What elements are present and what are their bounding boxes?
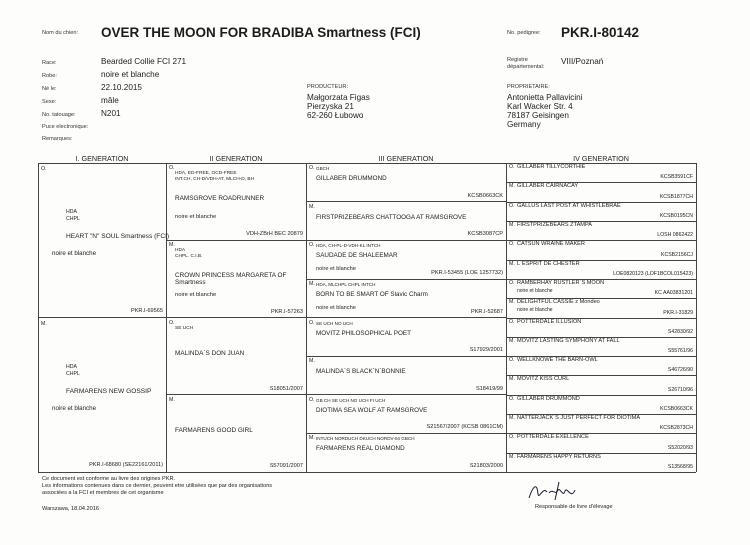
column-header-gen1: I. GENERATION — [75, 154, 129, 163]
gen2-registration: S18051/2007 — [269, 385, 303, 392]
gen1-color: noire et blanche — [52, 250, 97, 257]
race-value: Bearded Collie FCI 271 — [101, 57, 187, 66]
gen4-dog-name: GILLABER TILLYCORTHIE — [517, 164, 586, 170]
gen1-sex-mark: M. — [41, 320, 47, 327]
gen3-sex-mark: O. — [309, 396, 315, 403]
gen1-title: HDA — [66, 209, 77, 215]
gen4-dog-name: MOVITZ KISS CURL — [517, 376, 570, 383]
responsible-label: Responsable de livre d'élevage — [535, 504, 613, 510]
gen4-sex-mark: O. — [509, 279, 515, 286]
gen3-dog-name: DIOTIMA SEA WOLF AT RAMSGROVE — [316, 406, 428, 414]
gen3-registration: PKR.I-53455 (LOE 1257732) — [431, 269, 503, 276]
gen4-sex-mark: O. — [509, 395, 515, 402]
gen4-dog-name: RAMBERHAY RUSTLER`S MOON — [517, 279, 605, 286]
grid-gen3-divider — [306, 279, 506, 280]
registry-label-2: départemental: — [507, 64, 545, 70]
gen4-registration: S42830/92 — [667, 328, 693, 335]
owner-label: PROPRIETAIRE: — [507, 84, 550, 90]
gen3-title: GBCH — [316, 166, 330, 171]
column-header-gen4: IV GENERATION — [573, 154, 629, 163]
grid-column-divider — [696, 163, 697, 472]
tattoo-label: No. tatouage: — [42, 112, 76, 118]
gen1-dog-name: FARMARENS NEW GOSSIP — [66, 387, 152, 395]
gen4-sex-mark: M. — [509, 415, 515, 422]
breeder-line-1: Małgorzata Figas — [307, 93, 370, 102]
gen4-registration: S52020/93 — [667, 444, 693, 451]
gen4-registration: KCSB3591CF — [660, 174, 693, 181]
birth-label: Né le: — [42, 86, 57, 92]
gen3-dog-name: MALINDA`S BLACK`N`BONNIE — [316, 368, 406, 376]
gen3-sex-mark: M. — [309, 358, 315, 365]
owner-line-3: 78187 Geisingen — [507, 111, 569, 120]
gen4-dog-name: POTTERDALE ILLUSION — [517, 318, 582, 325]
gen4-dog-name: GALLUS LAST POST AT WHISTLEBRAE — [517, 202, 621, 209]
gen1-color: noire et blanche — [52, 404, 97, 412]
gen3-registration: KCSB0663CK — [467, 192, 503, 199]
owner-line-1: Antonietta Pallavicini — [507, 93, 583, 102]
gen3-sex-mark: O. — [309, 165, 315, 171]
gen4-registration: KCSB0663CK — [660, 406, 693, 413]
gen4-sex-mark: M. — [509, 260, 515, 267]
gen4-registration: S46726/90 — [667, 367, 693, 374]
gen3-registration: S17929/2001 — [469, 347, 503, 354]
gen3-registration: S18419/99 — [475, 385, 503, 392]
gen2-title: INT.CH, CH-D/VDH-AT, MLCH-D, BH — [175, 177, 255, 182]
gen2-registration: S57091/2007 — [269, 463, 303, 469]
pedigree-number: PKR.I-80142 — [561, 25, 640, 40]
gen4-color: noire et blanche — [517, 287, 553, 294]
gen4-dog-name: MOVITZ LASTING SYMPHONY AT FALL — [517, 337, 620, 344]
gen4-registration: S55761/96 — [667, 348, 693, 355]
gen4-sex-mark: M. — [509, 221, 515, 228]
grid-gen3-divider — [306, 433, 506, 434]
gen4-registration: PKR.I-31829 — [663, 309, 693, 316]
gen4-dog-name: WELLKNOWE THE BARN-OWL — [517, 357, 598, 364]
grid-gen2-divider — [166, 394, 506, 395]
birth-value: 22.10.2015 — [101, 83, 142, 92]
gen3-color: noire et blanche — [316, 304, 356, 311]
gen1-registration: PKR.I-69565 — [130, 307, 163, 314]
gen4-registration: KCSB2156CJ — [660, 251, 693, 258]
gen3-registration: KCSB3087CP — [467, 231, 503, 238]
gen3-title: INTUCH NORDUCH DKUCH NORDV-04 GBCH — [316, 436, 415, 442]
gen4-dog-name: GILLABER DRUMMOND — [517, 395, 580, 402]
gen2-sex-mark: M. — [169, 242, 175, 249]
gen4-registration: S13568/95 — [667, 464, 693, 470]
robe-label: Robe: — [42, 73, 57, 79]
gen2-dog-name: CROWN PRINCESS MARGARETA OF — [175, 272, 287, 280]
tattoo-value: N201 — [101, 109, 121, 118]
gen2-color: noire et blanche — [175, 292, 217, 299]
gen1-title: CHPL — [66, 370, 80, 377]
place-date: Warszawa, 18.04.2016 — [42, 506, 100, 512]
gen1-registration: PKR.I-68680 (SE22161/2011) — [89, 462, 163, 468]
sex-value: mâle — [101, 96, 119, 105]
robe-value: noire et blanche — [101, 70, 160, 79]
gen3-registration: S21803/2000 — [469, 463, 503, 469]
gen4-registration: KCSB1877CH — [659, 193, 693, 200]
gen3-sex-mark: O. — [309, 242, 315, 249]
gen3-dog-name: BORN TO BE SMART OF Slavic Charm — [316, 290, 428, 298]
dog-name-label: Nom du chien: — [42, 30, 79, 36]
gen3-dog-name: GILLABER DRUMMOND — [316, 175, 387, 182]
column-header-gen2: II GENERATION — [209, 154, 263, 163]
chip-label: Puce electronique: — [42, 124, 89, 130]
gen4-sex-mark: M. — [509, 376, 515, 383]
gen4-color: noire et blanche — [517, 307, 553, 314]
gen3-dog-name: MOVITZ PHILOSOPHICAL POET — [316, 329, 411, 337]
gen4-sex-mark: O. — [509, 357, 515, 364]
gen2-dog-name-cont: Smartness — [175, 279, 206, 287]
gen3-sex-mark: M. — [309, 280, 315, 287]
gen2-sex-mark: O. — [169, 165, 175, 171]
gen4-dog-name: POTTERDALE EXELLENCE — [517, 434, 589, 441]
gen3-registration: S21567/2007 (KCSB 0861CM) — [426, 424, 503, 431]
registry-value: VIII/Poznań — [561, 57, 604, 66]
footer-line-2: Les informations contenues dans ce dernier, peuvent etre utilisées que par des organisations — [42, 483, 273, 489]
column-header-gen3: III GENERATION — [378, 154, 434, 163]
gen4-sex-mark: O. — [509, 241, 515, 248]
gen4-sex-mark: M. — [509, 299, 515, 306]
gen4-sex-mark: M. — [509, 183, 515, 190]
gen2-title: HDA, ED-FREE, OCD-FREE — [175, 171, 237, 176]
grid-gen2-divider — [166, 240, 506, 241]
gen2-sex-mark: M. — [169, 396, 175, 403]
grid-gen1-divider — [38, 317, 506, 318]
gen2-color: noire et blanche — [175, 214, 217, 220]
breeder-label: PRODUCTEUR: — [307, 84, 349, 90]
gen2-registration: PKR.I-57263 — [270, 308, 303, 315]
owner-line-4: Germany — [507, 120, 541, 129]
gen3-sex-mark: M. — [309, 435, 315, 442]
gen2-registration: VDH-ZBrH BEC 20879 — [246, 231, 303, 238]
grid-gen3-divider — [306, 201, 506, 202]
gen4-dog-name: NATTERJACK`S JUST PERFECT FOR DIOTIMA — [517, 415, 641, 422]
gen4-registration: LOE0820123 (LOF1BCOL015423) — [613, 270, 693, 277]
gen2-title: SE UCH — [175, 325, 194, 331]
gen4-registration: KC AA03831201 — [654, 290, 693, 297]
gen4-sex-mark: O. — [509, 434, 515, 441]
gen2-title: CHPL. C.I.B. — [175, 254, 203, 260]
gen3-registration: PKR.I-52687 — [470, 308, 503, 315]
registry-label-1: Registre — [507, 57, 528, 63]
grid-bottom-border — [38, 472, 696, 473]
gen4-sex-mark: M. — [509, 453, 515, 460]
breeder-line-2: Pierzyska 21 — [307, 102, 354, 111]
gen2-title: HDA — [175, 248, 186, 254]
gen4-registration: KCSB2873CH — [659, 425, 693, 432]
gen4-sex-mark: O. — [509, 202, 515, 209]
gen4-sex-mark: O. — [509, 318, 515, 325]
sex-label: Sexe: — [42, 99, 57, 105]
pedigree-number-label: No. pedigree: — [507, 30, 541, 36]
gen4-dog-name: FARMARENS HAPPY RETURNS — [517, 453, 601, 460]
gen1-dog-name: HEART "N" SOUL Smartness (FCI) — [66, 233, 170, 240]
gen3-title: SE UCH NO UCH — [316, 320, 353, 326]
grid-top-border — [38, 163, 696, 164]
gen2-dog-name: MALINDA`S DON JUAN — [175, 349, 245, 357]
gen1-title: HDA — [66, 363, 77, 370]
gen2-dog-name: FARMARENS GOOD GIRL — [175, 426, 253, 434]
gen1-title: CHPL — [66, 216, 80, 222]
gen3-title: HDA, CH-PL-D-VDH-KL INTCH — [316, 243, 381, 249]
grid-gen3-divider — [306, 356, 506, 357]
gen4-registration: S26710/96 — [667, 386, 693, 393]
gen1-sex-mark: O. — [41, 166, 47, 172]
remarks-label: Remarques: — [42, 136, 73, 142]
gen4-dog-name: L`ESPRIT DE CHESTER — [517, 260, 580, 267]
gen4-sex-mark: O. — [509, 164, 515, 170]
gen4-dog-name: DELIGHTFUL CASSIE z Mondeo — [517, 299, 600, 306]
gen2-sex-mark: O. — [169, 319, 175, 326]
owner-line-2: Karl Wacker Str. 4 — [507, 102, 573, 111]
breeder-line-3: 62-260 Łubowo — [307, 111, 364, 120]
gen3-title: HDA, MLCHPL CHPL INTCH — [316, 281, 376, 287]
gen3-sex-mark: O. — [309, 319, 315, 326]
gen4-registration: KCSB0195CN — [659, 212, 693, 219]
gen4-registration: LOSH 0862422 — [657, 232, 693, 239]
footer-line-3: associées a la FCI et membres de cet organisme — [42, 490, 164, 496]
gen2-dog-name: RAMSGROVE ROADRUNNER — [175, 195, 265, 202]
race-label: Race: — [42, 60, 57, 66]
gen3-dog-name: FARMARENS REAL DIAMOND — [316, 445, 405, 453]
gen3-dog-name: SAUDADE DE SHALEEMAR — [316, 252, 398, 260]
gen4-dog-name: CATSUN WRAINE MAKER — [517, 241, 585, 248]
gen3-color: noire et blanche — [316, 266, 356, 273]
signature-image — [525, 478, 585, 504]
gen4-dog-name: FIRSTPRIZEBEARS ZTAMPA — [517, 221, 593, 228]
gen4-sex-mark: M. — [509, 337, 515, 344]
gen3-sex-mark: M. — [309, 203, 315, 210]
gen3-title: GB CH SE UCH NO UCH FI UCH — [316, 397, 386, 403]
dog-name: OVER THE MOON FOR BRADIBA Smartness (FCI) — [101, 25, 421, 40]
gen4-dog-name: GILLABER CAIRNACAY — [517, 183, 579, 190]
gen3-dog-name: FIRSTPRIZEBEARS CHATTOOGA AT RAMSGROVE — [316, 213, 467, 221]
footer-line-1: Ce document est conforme au livre des origines PKR. — [42, 476, 176, 482]
